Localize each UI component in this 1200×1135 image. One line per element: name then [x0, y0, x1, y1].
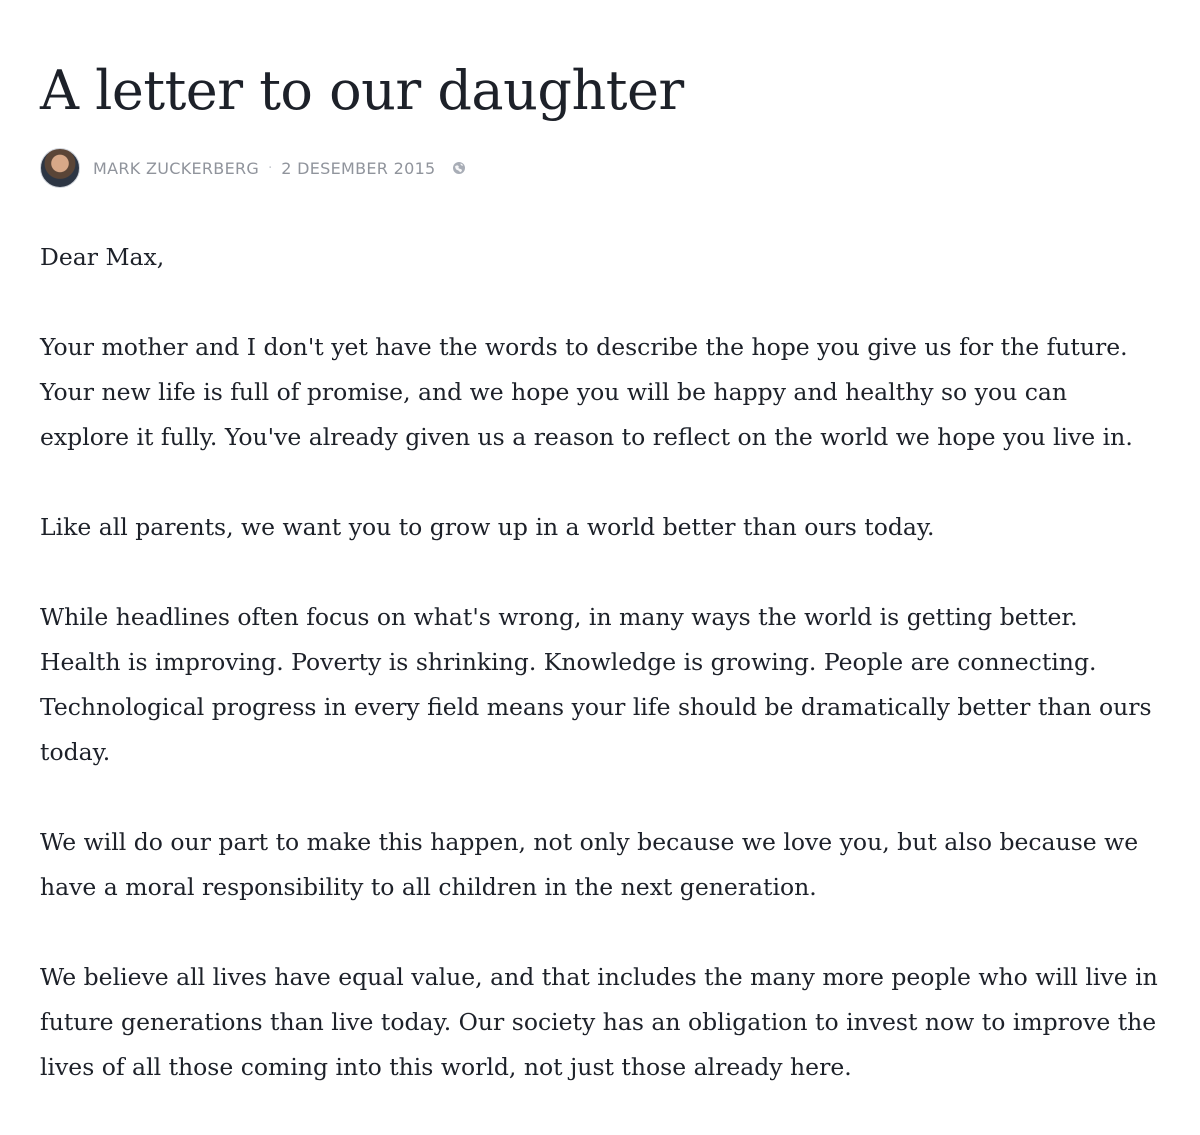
- paragraph: We will do our part to make this happen, not only because we love you, but also because we have a moral responsibility to all children in the next generation.: [40, 828, 1139, 901]
- paragraph: Like all parents, we want you to grow up in a world better than ours today.: [40, 513, 935, 541]
- author-name[interactable]: MARK ZUCKERBERG: [93, 158, 260, 178]
- article: [40, 52, 1180, 1135]
- paragraph: We believe all lives have equal value, and that includes the many more people who will live in future generations than live today. Our society has an obligation to invest now to improve the lives of all those coming into this world, not just those already here.: [40, 963, 1158, 1081]
- paragraph: Your mother and I don't yet have the words to describe the hope you give us for the future. Your new life is full of promise, and we hope you will be happy and healthy so you can explore it fully. You've already given us a reason to reflect on the world we hope you live in.: [40, 333, 1133, 451]
- letter-body: [40, 235, 1180, 1090]
- author-avatar[interactable]: [40, 148, 80, 188]
- meta-separator: ·: [268, 160, 273, 176]
- page-title: A letter to our daughter: [40, 59, 684, 122]
- publish-date[interactable]: 2 DESEMBER 2015: [281, 158, 436, 178]
- paragraph: While headlines often focus on what's wrong, in many ways the world is getting better. Health is improving. Poverty is shrinking. Knowledge is growing. People are connecting. Technological progress in every field means your life should be dramatically better than ours today.: [40, 603, 1152, 766]
- paragraph-salutation: Dear Max,: [40, 243, 165, 271]
- article-meta: [40, 148, 1180, 188]
- globe-icon[interactable]: [452, 161, 466, 175]
